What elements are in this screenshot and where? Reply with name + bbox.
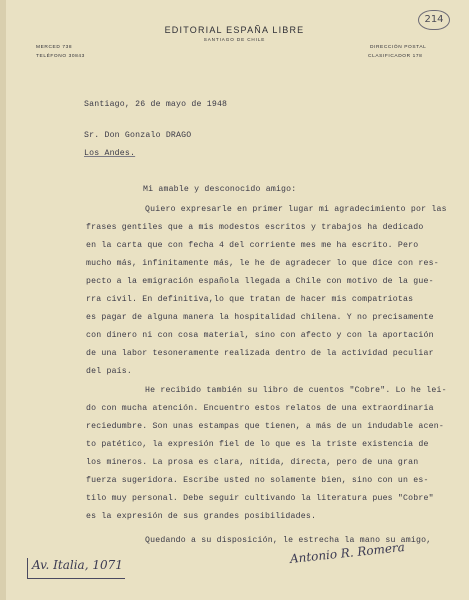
recipient-name: Sr. Don Gonzalo DRAGO	[84, 131, 192, 140]
body-line: frases gentiles que a mis modestos escritos y trabajos ha dedicado	[86, 223, 424, 232]
body-line: pecto a la emigración española llegada a Chile con motivo de la gue-	[86, 277, 434, 286]
recipient-city: Los Andes.	[84, 149, 136, 158]
body-line: do con mucha atención. Encuentro estos relatos de una extraordinaria	[86, 404, 434, 413]
body-line: de una labor tesoneramente realizada dentro de la actividad peculiar	[86, 349, 434, 358]
body-line: con dinero ni con cosa material, sino con afecto y con la aportación	[86, 331, 434, 340]
body-line: fuerza sugeridora. Escribe usted no solamente bien, sino con un es-	[86, 476, 429, 485]
archive-number-stamp: 214	[418, 10, 450, 30]
body-line: mucho más, infinitamente más, le he de agradecer lo que dice con res-	[86, 259, 439, 268]
body-line: los mineros. La prosa es clara, nítida, directa, pero de una gran	[86, 458, 419, 467]
body-line: en la carta que con fecha 4 del corriente mes me ha escrito. Pero	[86, 241, 419, 250]
body-line: Quiero expresarle en primer lugar mi agradecimiento por las	[145, 205, 447, 214]
body-line: He recibido también su libro de cuentos "Cobre". Lo he lei-	[145, 386, 447, 395]
date-line: Santiago, 26 de mayo de 1948	[84, 100, 228, 109]
page-edge-shadow	[0, 0, 6, 600]
closing-line: Quedando a su disposición, le estrecha la mano su amigo,	[145, 536, 432, 545]
body-line: del país.	[86, 367, 133, 376]
body-line: reciedumbre. Son unas estampas que tienen, a más de un indudable acen-	[86, 422, 444, 431]
letterhead-subtitle: SANTIAGO DE CHILE	[203, 37, 266, 42]
letterhead-street: MERCED 738	[36, 45, 73, 50]
letterhead-postal-box: CLASIFICADOR 178	[368, 54, 423, 59]
body-line: rra civil. En definitiva,lo que tratan de hacer mis compatriotas	[86, 295, 414, 304]
letterhead-title: EDITORIAL ESPAÑA LIBRE	[164, 25, 305, 35]
body-line: es la expresión de sus grandes posibilidades.	[86, 512, 317, 521]
handwritten-signature: Antonio R. Romera	[289, 539, 406, 566]
body-line: tilo muy personal. Debe seguir cultivando la literatura pues "Cobre"	[86, 494, 434, 503]
body-line: to patético, la expresión fiel de lo que es la triste existencia de	[86, 440, 429, 449]
body-line: es pagar de alguna manera la hospitalidad chilena. Y no precisamente	[86, 313, 434, 322]
salutation: Mi amable y desconocido amigo:	[143, 185, 297, 194]
letterhead-phone: TELÉFONO 30843	[36, 54, 85, 59]
letterhead-postal-label: DIRECCIÓN POSTAL	[370, 45, 427, 50]
handwritten-address: Av. Italia, 1071	[32, 558, 123, 572]
